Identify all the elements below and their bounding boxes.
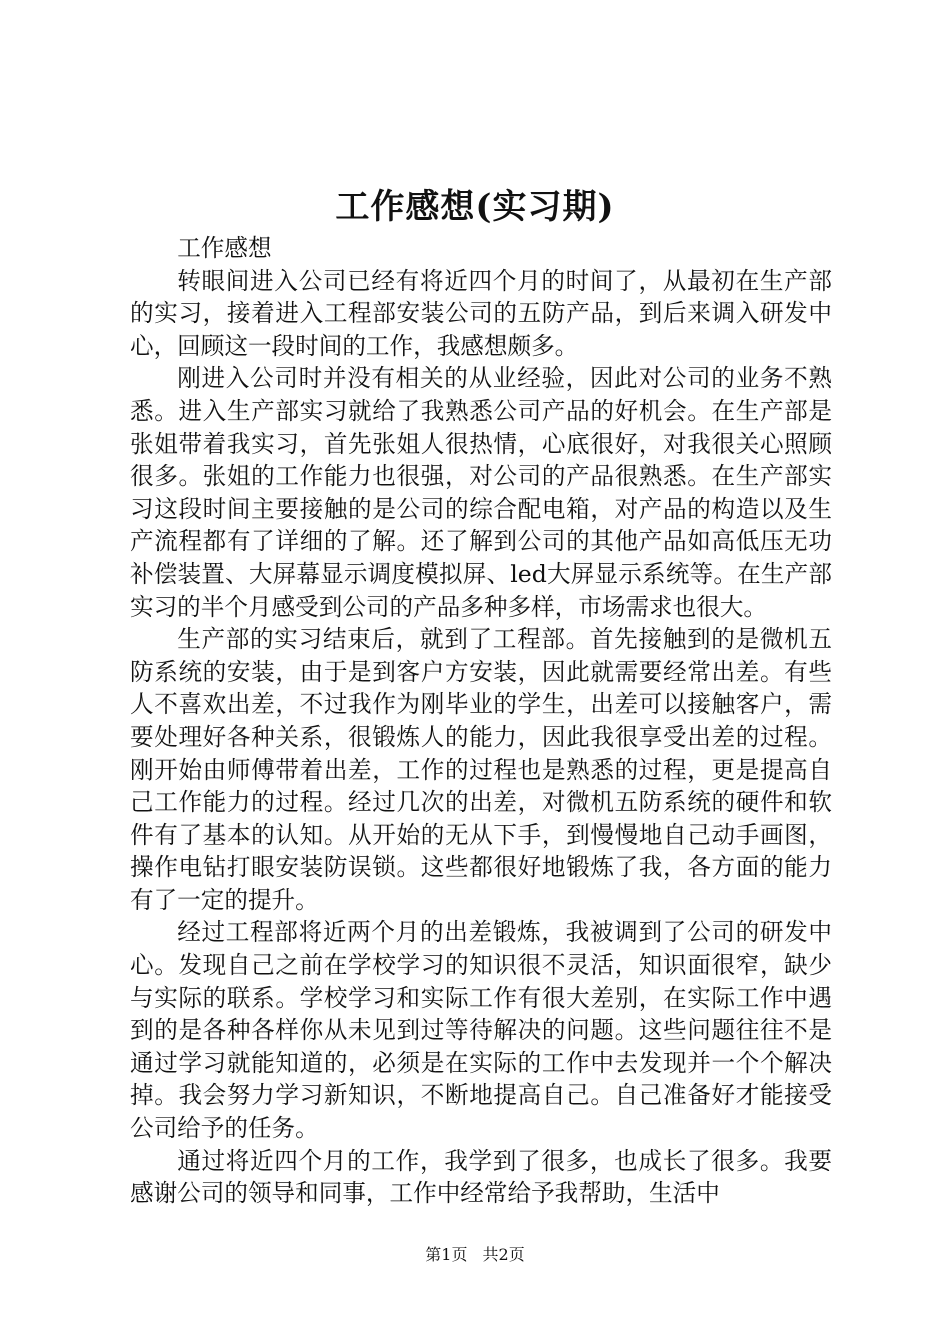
page-number: 第1页 — [425, 1245, 468, 1264]
page-total: 共2页 — [482, 1245, 525, 1264]
subtitle-paragraph: 工作感想 — [177, 234, 272, 262]
document-title: 工作感想(实习期) — [335, 187, 615, 227]
page-footer — [0, 1244, 950, 1266]
body-paragraph-4: 经过工程部将近两个月的出差锻炼，我被调到了公司的研发中心。发现自己之前在学校学习的知识很不灵活，知识面很窄，缺少与实际的联系。学校学习和实际工作有很大差别，在实际工作中遇到的是各种各样你从未见到过等待解决的问题。这些问题往往不是通过学习就能知道的，必须是在实际的工作中去发现并一个个解决掉。我会努力学习新知识，不断地提高自己。自己准备好才能接受公司给予的任务。 — [130, 918, 832, 1143]
body-paragraph-5: 通过将近四个月的工作，我学到了很多，也成长了很多。我要感谢公司的领导和同事，工作中经常给予我帮助，生活中 — [130, 1146, 832, 1208]
body-paragraph-2: 刚进入公司时并没有相关的从业经验，因此对公司的业务不熟悉。进入生产部实习就给了我熟悉公司产品的好机会。在生产部是张姐带着我实习，首先张姐人很热情，心底很好，对我很关心照顾很多。张姐的工作能力也很强，对公司的产品很熟悉。在生产部实习这段时间主要接触的是公司的综合配电箱，对产品的构造以及生产流程都有了详细的了解。还了解到公司的其他产品如高低压无功补偿装置、大屏幕显示调度模拟屏、led大屏显示系统等。在生产部实习的半个月感受到公司的产品多种多样，市场需求也很大。 — [130, 364, 832, 621]
body-paragraph-1: 转眼间进入公司已经有将近四个月的时间了，从最初在生产部的实习，接着进入工程部安装公司的五防产品，到后来调入研发中心，回顾这一段时间的工作，我感想颇多。 — [130, 266, 832, 360]
body-paragraph-3: 生产部的实习结束后，就到了工程部。首先接触到的是微机五防系统的安装，由于是到客户方安装，因此就需要经常出差。有些人不喜欢出差，不过我作为刚毕业的学生，出差可以接触客户，需要处理好各种关系，很锻炼人的能力，因此我很享受出差的过程。刚开始由师傅带着出差，工作的过程也是熟悉的过程，更是提高自己工作能力的过程。经过几次的出差，对微机五防系统的硬件和软件有了基本的认知。从开始的无从下手，到慢慢地自己动手画图，操作电钻打眼安装防误锁。这些都很好地锻炼了我，各方面的能力有了一定的提升。 — [130, 625, 832, 914]
document-body — [130, 232, 832, 1210]
